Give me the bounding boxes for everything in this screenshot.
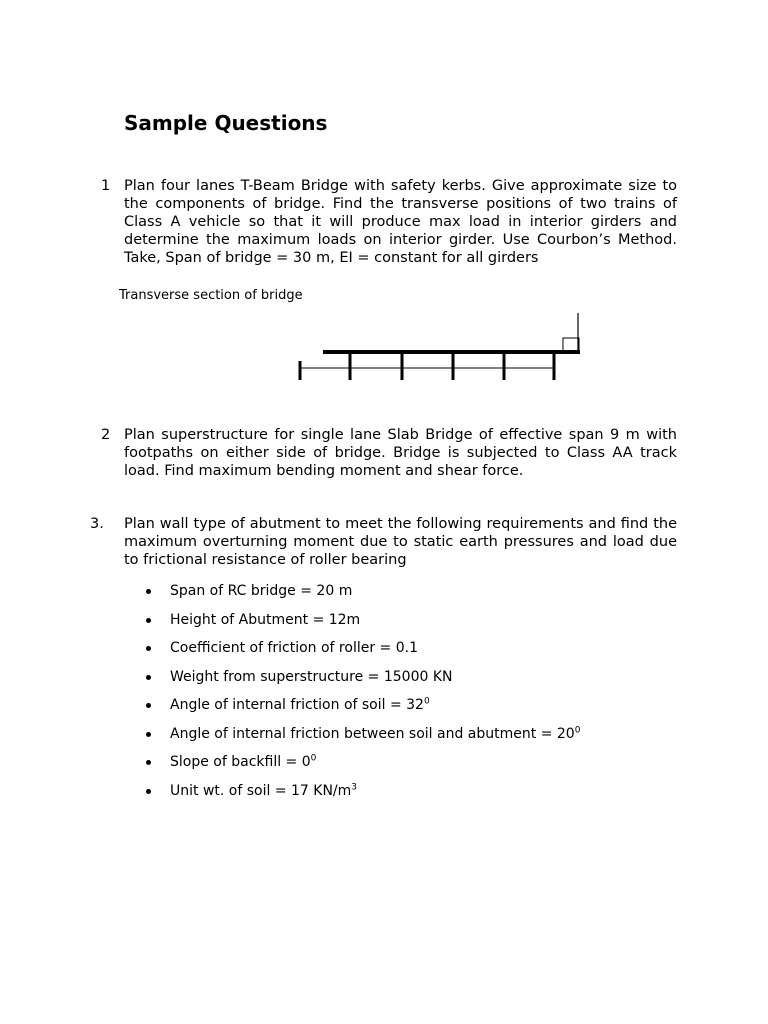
list-item: Coefficient of friction of roller = 0.1 (146, 639, 580, 668)
question-1-text: Plan four lanes T-Beam Bridge with safety kerbs. Give approximate size to the components of bridge. Find the transverse positions of two trains of Class A vehicle so that it will produce max load in interior girders and determine the maximum loads on interior girder. Use Courbon’s Method. Take, Span of bridge = 30 m, EI = constant for all girders (124, 178, 677, 266)
question-3-text: Plan wall type of abutment to meet the following requirements and find the maximum overturning moment due to static earth pressures and load due to frictional resistance of roller bearing (124, 516, 677, 568)
question-3-number: 3. (90, 516, 104, 532)
list-item: Slope of backfill = $0^0$ (146, 753, 580, 782)
requirements-list (146, 582, 580, 810)
diagram-caption: Transverse section of bridge (119, 288, 303, 303)
question-2-text: Plan superstructure for single lane Slab Bridge of effective span 9 m with footpaths on either side of bridge. Bridge is subjected to Class AA track load. Find maximum bending moment and shear force. (124, 427, 677, 479)
list-item: Weight from superstructure = 15000 KN (146, 668, 580, 697)
question-2-number: 2 (101, 427, 111, 443)
list-item: Angle of internal friction between soil and abutment = $20^0$ (146, 725, 580, 754)
page-title: Sample Questions (124, 111, 328, 135)
list-item: Span of RC bridge = 20 m (146, 582, 580, 611)
safety-kerb (563, 338, 579, 351)
question-1-number: 1 (101, 178, 111, 194)
bridge-transverse-section-diagram (290, 305, 590, 385)
list-item: Angle of internal friction of soil = $32^0$ (146, 696, 580, 725)
list-item: Height of Abutment = 12m (146, 611, 580, 640)
list-item: Unit wt. of soil = 17 $KN/m^3$ (146, 782, 580, 811)
